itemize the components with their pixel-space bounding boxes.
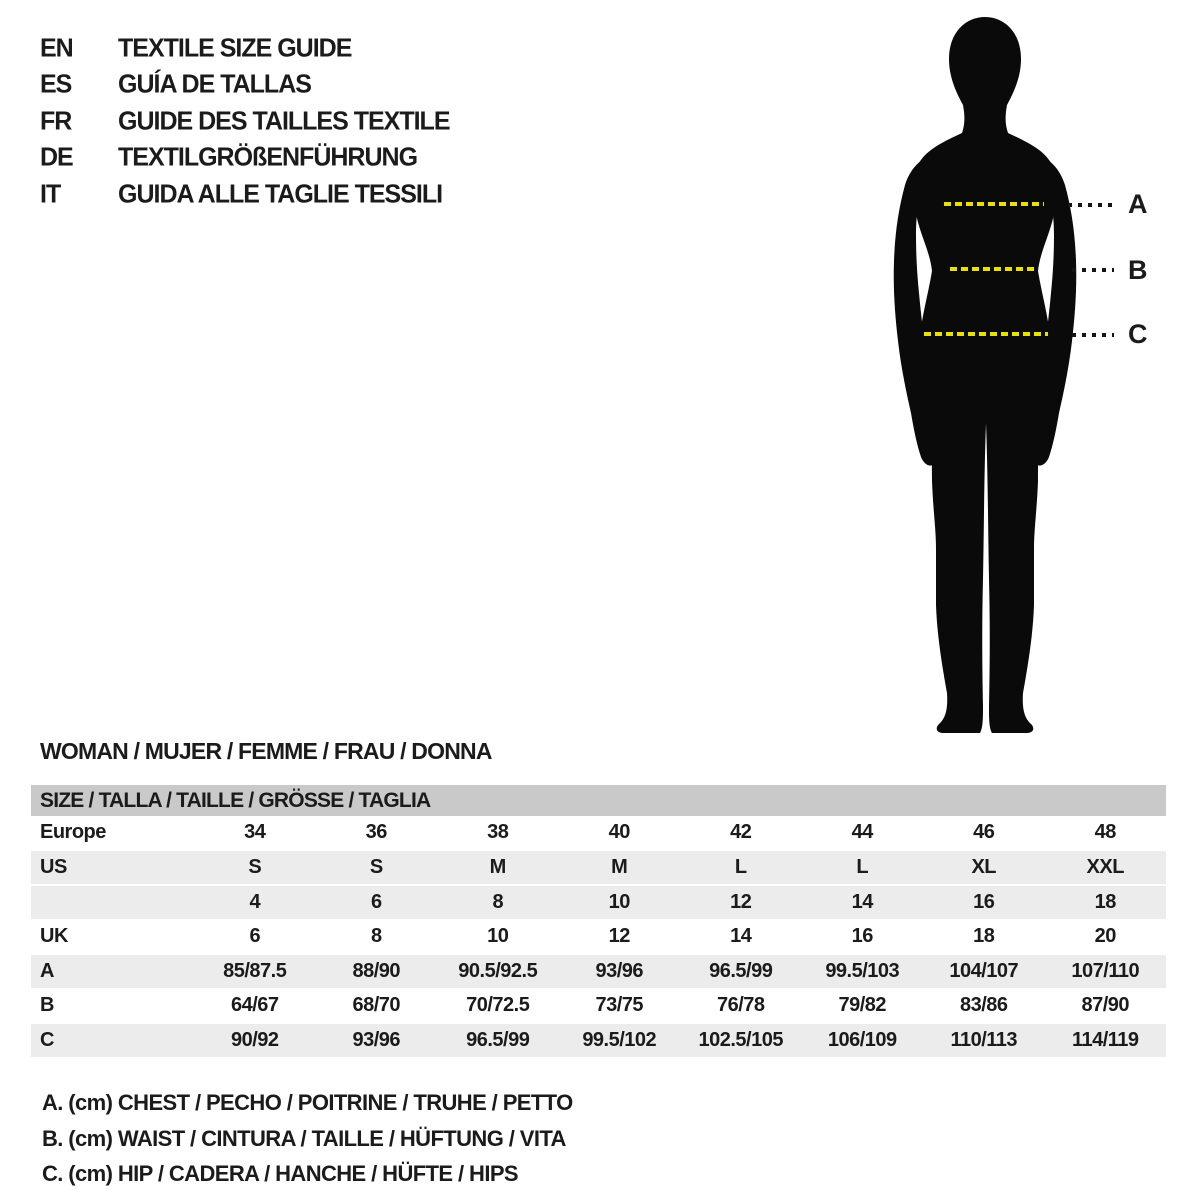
table-row xyxy=(31,816,1166,850)
table-row xyxy=(31,920,1166,955)
size-cell: 93/96 xyxy=(559,954,681,989)
language-title-list xyxy=(40,30,450,213)
table-row xyxy=(31,1023,1166,1058)
measurement-legend xyxy=(42,1085,573,1192)
size-cell: 12 xyxy=(608,925,630,947)
row-label: C xyxy=(31,1023,194,1058)
language-code: FR xyxy=(40,106,72,136)
size-cell: 16 xyxy=(851,925,873,947)
size-cell: 110/113 xyxy=(923,1023,1045,1058)
size-cell: 6 xyxy=(249,925,261,947)
size-cell: 38 xyxy=(487,821,509,843)
legend-line: C. (cm) HIP / CADERA / HANCHE / HÜFTE / HIPS xyxy=(42,1161,518,1186)
language-code: EN xyxy=(40,33,73,63)
language-row xyxy=(40,140,450,177)
row-label: B xyxy=(40,994,54,1016)
woman-silhouette-image xyxy=(888,17,1082,737)
language-guide-title: GUIDA ALLE TAGLIE TESSILI xyxy=(118,179,443,209)
size-cell: 96.5/99 xyxy=(437,1023,559,1058)
table-row xyxy=(31,954,1166,989)
size-cell: 70/72.5 xyxy=(466,994,530,1016)
size-cell: S xyxy=(316,850,438,885)
size-cell: 8 xyxy=(437,885,559,920)
size-cell: 87/90 xyxy=(1081,994,1130,1016)
size-cell: L xyxy=(680,850,802,885)
size-cell: M xyxy=(559,850,681,885)
size-cell: 90/92 xyxy=(194,1023,316,1058)
legend-line: A. (cm) CHEST / PECHO / POITRINE / TRUHE / PETTO xyxy=(42,1090,573,1115)
leader-dots-b xyxy=(1072,268,1114,272)
size-cell: 48 xyxy=(1094,821,1116,843)
size-cell: XL xyxy=(923,850,1045,885)
measurement-tape-c xyxy=(924,332,1048,336)
leader-dots-a xyxy=(1068,203,1114,207)
size-cell: 104/107 xyxy=(923,954,1045,989)
language-code: ES xyxy=(40,69,72,99)
size-cell: 12 xyxy=(680,885,802,920)
language-guide-title: GUÍA DE TALLAS xyxy=(118,69,311,99)
legend-line: B. (cm) WAIST / CINTURA / TAILLE / HÜFTUNG / VITA xyxy=(42,1125,566,1151)
size-cell: L xyxy=(802,850,924,885)
marker-label-b: B xyxy=(1128,255,1148,285)
size-cell: XXL xyxy=(1045,850,1167,885)
size-cell: S xyxy=(194,850,316,885)
size-cell: 18 xyxy=(1045,885,1167,920)
language-row xyxy=(40,30,450,67)
size-cell: 20 xyxy=(1094,925,1116,947)
size-table xyxy=(31,785,1166,1058)
size-cell: 83/86 xyxy=(959,994,1008,1016)
language-code: IT xyxy=(40,179,61,209)
size-cell: 34 xyxy=(244,821,266,843)
size-cell: 40 xyxy=(608,821,630,843)
size-cell: 102.5/105 xyxy=(680,1023,802,1058)
measurement-tape-b xyxy=(950,267,1035,271)
marker-label-c: C xyxy=(1128,319,1148,349)
size-cell: 79/82 xyxy=(838,994,887,1016)
marker-label-a: A xyxy=(1128,189,1148,219)
size-cell: 46 xyxy=(973,821,995,843)
size-cell: 68/70 xyxy=(352,994,401,1016)
row-label: Europe xyxy=(40,821,106,843)
section-title: WOMAN / MUJER / FEMME / FRAU / DONNA xyxy=(40,738,492,764)
size-cell: 16 xyxy=(923,885,1045,920)
size-cell: 93/96 xyxy=(316,1023,438,1058)
language-row xyxy=(40,176,450,213)
size-cell: 114/119 xyxy=(1045,1023,1167,1058)
size-cell: 64/67 xyxy=(230,994,279,1016)
size-cell: 44 xyxy=(851,821,873,843)
row-label: UK xyxy=(40,925,68,947)
size-cell: 85/87.5 xyxy=(194,954,316,989)
language-row xyxy=(40,67,450,104)
row-label: A xyxy=(31,954,194,989)
row-label: US xyxy=(31,850,194,885)
size-table-body xyxy=(31,816,1166,1058)
woman-silhouette xyxy=(888,17,1082,737)
size-cell: 36 xyxy=(365,821,387,843)
size-cell: 90.5/92.5 xyxy=(437,954,559,989)
leader-dots-c xyxy=(1072,333,1114,337)
size-cell: 10 xyxy=(487,925,509,947)
size-cell: 88/90 xyxy=(316,954,438,989)
size-table-grid xyxy=(31,816,1166,1058)
table-row xyxy=(31,885,1166,920)
size-cell: 107/110 xyxy=(1045,954,1167,989)
language-row xyxy=(40,103,450,140)
size-cell: 106/109 xyxy=(802,1023,924,1058)
size-cell: 42 xyxy=(730,821,752,843)
size-cell: 8 xyxy=(370,925,382,947)
size-cell: 10 xyxy=(559,885,681,920)
row-label xyxy=(31,885,194,920)
size-cell: 6 xyxy=(316,885,438,920)
language-guide-title: TEXTILE SIZE GUIDE xyxy=(118,33,352,63)
size-cell: 18 xyxy=(973,925,995,947)
language-guide-title: GUIDE DES TAILLES TEXTILE xyxy=(118,106,450,136)
size-cell: 14 xyxy=(802,885,924,920)
language-code: DE xyxy=(40,142,73,172)
language-guide-title: TEXTILGRÖßENFÜHRUNG xyxy=(118,142,418,172)
size-cell: 96.5/99 xyxy=(680,954,802,989)
size-table-header: SIZE / TALLA / TAILLE / GRÖSSE / TAGLIA xyxy=(31,785,1166,816)
size-cell: 99.5/102 xyxy=(559,1023,681,1058)
size-cell: 73/75 xyxy=(595,994,644,1016)
measurement-tape-a xyxy=(944,202,1044,206)
table-row xyxy=(31,989,1166,1024)
size-cell: 76/78 xyxy=(716,994,765,1016)
size-cell: 99.5/103 xyxy=(802,954,924,989)
size-cell: 14 xyxy=(730,925,752,947)
size-cell: M xyxy=(437,850,559,885)
size-cell: 4 xyxy=(194,885,316,920)
table-row xyxy=(31,850,1166,885)
